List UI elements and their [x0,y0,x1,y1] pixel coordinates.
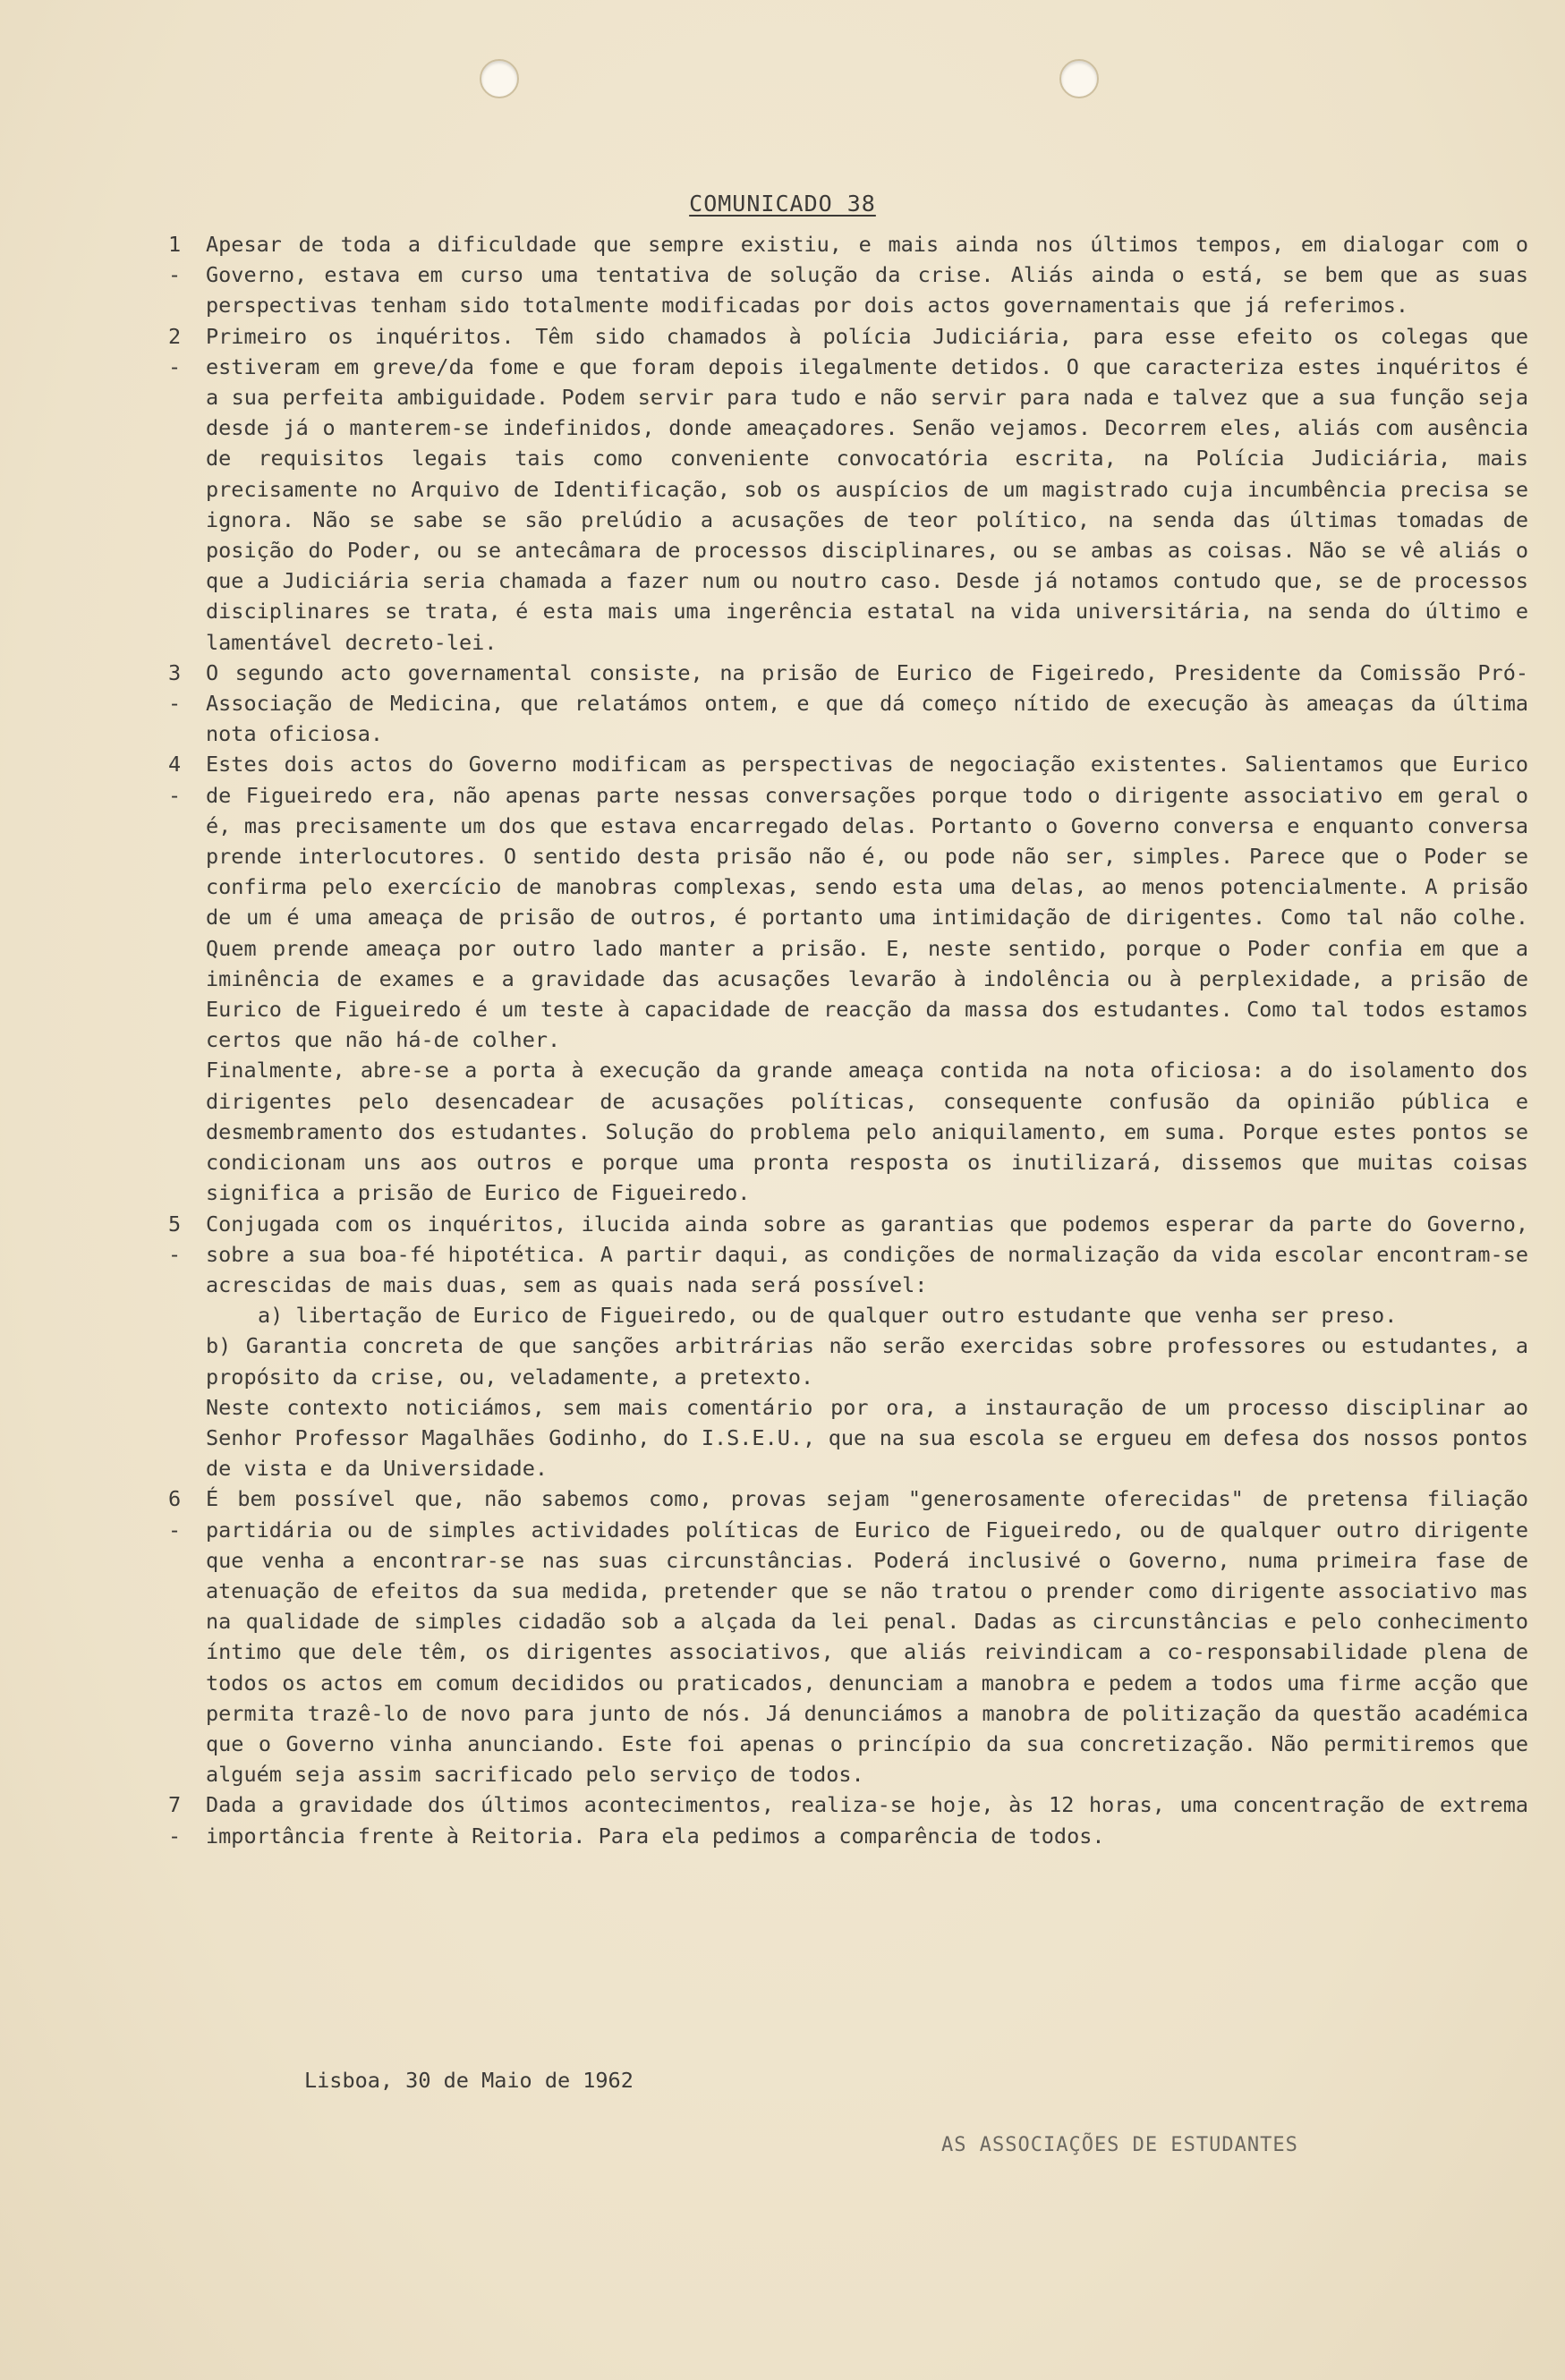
paragraph-text: O segundo acto governamental consiste, na prisão de Eurico de Figeiredo, Presidente da Comissão Pró-Associação de Medicina, que relatámos ontem, e que dá começo nítido de execução às ameaças da última nota oficiosa. [206,659,1528,747]
punch-hole-right [1059,59,1099,98]
paragraph-number: 7 - [168,1792,182,1849]
signature: AS ASSOCIAÇÕES DE ESTUDANTES [941,2134,1298,2156]
paragraph-text: Apesar de toda a dificuldade que sempre existiu, e mais ainda nos últimos tempos, em dialogar com o Governo, estava em curso uma tentativa de solução da crise. Aliás ainda o está, se bem que as suas perspectivas tenham sido totalmente modificadas por dois actos governamentais que já referimos. [206,232,1528,319]
paragraph-2 [168,321,1528,658]
paragraph-text: Conjugada com os inquéritos, ilucida ainda sobre as garantias que podemos esperar da parte do Governo, sobre a sua boa-fé hipotética. A partir daqui, as condições de normalização da vida escolar encontram-se acrescidas de mais duas, sem as quais nada será possível: [206,1211,1528,1297]
paragraph-number: 6 - [168,1486,182,1543]
condition-a: a) libertação de Eurico de Figueiredo, ou de qualquer outro estudante que venha ser preso. [258,1303,1398,1329]
paragraph-5 [168,1209,1528,1301]
paragraph-number: 2 - [168,323,182,379]
paragraph-number: 5 - [168,1211,182,1267]
paragraph-text: Dada a gravidade dos últimos acontecimentos, realiza-se hoje, às 12 horas, uma concentração de extrema importância frente à Reitoria. Para ela pedimos a comparência de todos. [206,1792,1528,1849]
paragraph-number: 1 - [168,232,182,288]
paragraph-1 [168,229,1528,321]
paragraph-text: Primeiro os inquéritos. Têm sido chamados à polícia Judiciária, para esse efeito os colegas que estiveram em greve/da fome e que foram depois ilegalmente detidos. O que caracteriza estes inquéritos é a sua perfeita ambiguidade. Podem servir para tudo e não servir para nada e talvez que a sua função seja desde já o manterem-se indefinidos, donde ameaçadores. Senão vejamos. Decorrem eles, aliás com ausência de requisitos legais tais como conveniente convocatória escrita, na Polícia Judiciária, mais precisamente no Arquivo de Identificação, sob os auspícios de um magistrado cuja incumbência precisa se ignora. Não se sabe se são prelúdio a acusações de teor político, na senda das últimas tomadas de posição do Poder, ou se antecâmara de processos disciplinares, ou se ambas as coisas. Não se vê aliás o que a Judiciária seria chamada a fazer num ou noutro caso. Desde já notamos contudo que, se de processos disciplinares se trata, é esta mais uma ingerência estatal na vida universitária, na senda do último e lamentável decreto-lei. [206,323,1528,655]
paragraph-number: 4 - [168,752,182,808]
paragraph-4-continuation: Finalmente, abre-se a porta à execução da grande ameaça contida na nota oficiosa: a do isolamento dos dirigentes pelo desencadear de acusações políticas, consequente confusão da opinião pública e desmembramento dos estudantes. Solução do problema pelo aniquilamento, em suma. Porque estes pontos se condicionam uns aos outros e porque uma pronta resposta os inutilizará, dissemos que muitas coisas significa a prisão de Eurico de Figueiredo. [206,1058,1528,1206]
place-and-date: Lisboa, 30 de Maio de 1962 [304,2068,634,2093]
paragraph-text: Estes dois actos do Governo modificam as perspectivas de negociação existentes. Salientamos que Eurico de Figueiredo era, não apenas parte nessas conversações porque todo o dirigente associativo em geral o é, mas precisamente um dos que estava encarregado delas. Portanto o Governo conversa e enquanto conversa prende interlocutores. O sentido desta prisão não é, ou pode não ser, simples. Parece que o Poder se confirma pelo exercício de manobras complexas, sendo esta uma delas, ao menos potencialmente. A prisão de um é uma ameaça de prisão de outros, é portanto uma intimidação de dirigentes. Como tal não colhe. Quem prende ameaça por outro lado manter a prisão. E, neste sentido, porque o Poder confia em que a iminência de exames e a gravidade das acusações levarão à indolência ou à perplexidade, a prisão de Eurico de Figueiredo é um teste à capacidade de reacção da massa dos estudantes. Como tal todos estamos certos que não há-de colher. [206,752,1528,1053]
paragraph-6 [168,1483,1528,1789]
paragraph-3 [168,658,1528,750]
document-body [168,229,1528,1851]
condition-b: b) Garantia concreta de que sanções arbitrárias não serão exercidas sobre professores ou estudantes, a propósito da crise, ou, veladamente, a pretexto. [206,1333,1528,1390]
document-title: COMUNICADO 38 [689,191,876,217]
punch-hole-left [480,59,519,98]
paragraph-5-continuation: Neste contexto noticiámos, sem mais comentário por ora, a instauração de um processo disciplinar ao Senhor Professor Magalhães Godinho, do I.S.E.U., que na sua escola se ergueu em defesa dos nossos pontos de vista e da Universidade. [206,1394,1528,1482]
paragraph-7 [168,1789,1528,1850]
paragraph-text: É bem possível que, não sabemos como, provas sejam "generosamente oferecidas" de pretensa filiação partidária ou de simples actividades políticas de Eurico de Figueiredo, ou de qualquer outro dirigente que venha a encontrar-se nas suas circunstâncias. Poderá inclusivé o Governo, numa primeira fase de atenuação de efeitos da sua medida, pretender que se não tratou o prender como dirigente associativo mas na qualidade de simples cidadão sob a alçada da lei penal. Dadas as circunstâncias e pelo conhecimento íntimo que dele têm, os dirigentes associativos, que aliás reivindicam a co-responsabilidade plena de todos os actos em comum decididos ou praticados, denunciam a manobra e pedem a todos uma firme acção que permita trazê-lo de novo para junto de nós. Já denunciámos a manobra de politização da questão académica que o Governo vinha anunciando. Este foi apenas o princípio da sua concretização. Não permitiremos que alguém seja assim sacrificado pelo serviço de todos. [206,1486,1528,1788]
paragraph-4 [168,749,1528,1055]
paragraph-number: 3 - [168,659,182,717]
